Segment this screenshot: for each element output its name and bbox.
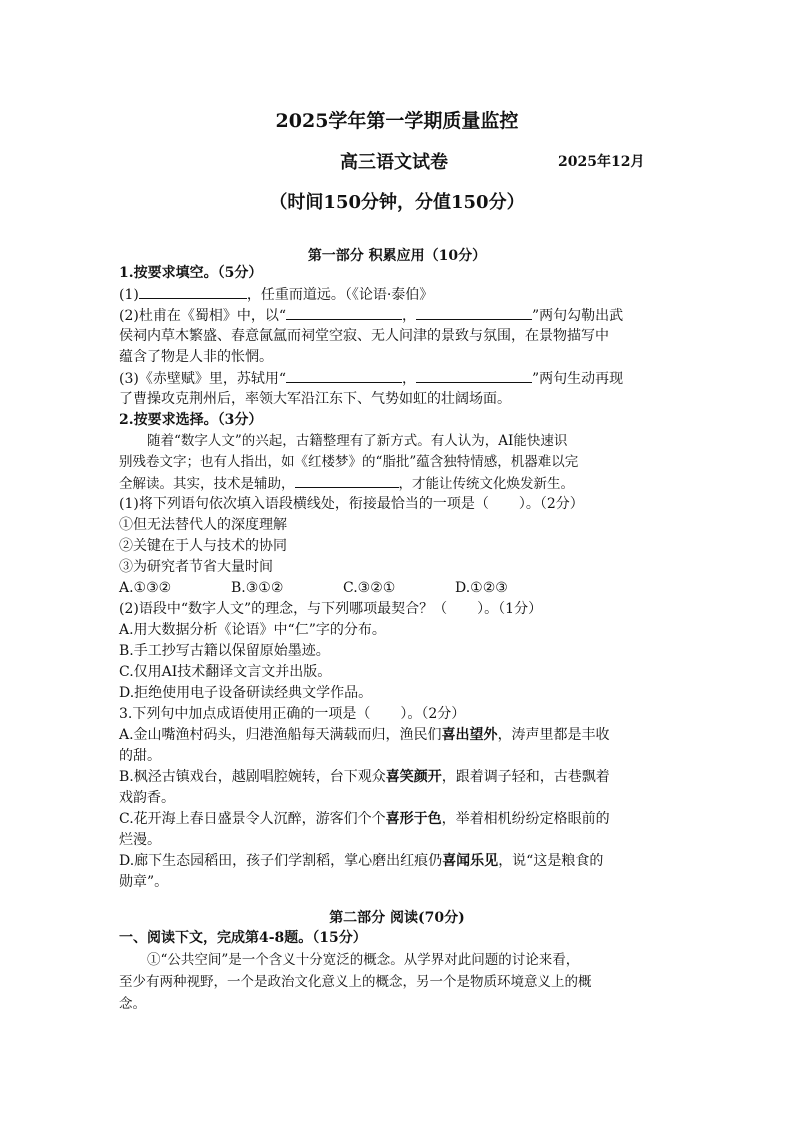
q1-item-1 [119, 284, 433, 305]
q3-prefix: 3.下列句中加点成语使用正确的一项是（ [119, 706, 371, 722]
q3-option-b-text: ，跟着调子轻和，古巷飘着 [441, 769, 610, 785]
q1-item-2 [119, 305, 623, 326]
q2-sub1-option-b[interactable]: B.③①② [231, 580, 284, 596]
fill-blank[interactable] [286, 305, 402, 320]
q2-sub1-question [119, 494, 584, 514]
q3-option-c[interactable] [119, 809, 610, 829]
q3-option-d-text: ，说“这是粮食的 [498, 853, 604, 869]
q1-item-2-line2: 侯祠内草木繁盛、春意氤氲而祠堂空寂、无人问津的景致与氛围，在景物描写中 [119, 328, 609, 344]
part1-heading: 第一部分 积累应用（10分） [307, 248, 487, 264]
q3-option-a[interactable] [119, 725, 610, 745]
q3-suffix: ）。（2分） [400, 706, 466, 722]
q1-heading: 1.按要求填空。（5分） [119, 265, 263, 281]
part2-heading: 第二部分 阅读(70分) [329, 910, 465, 926]
q3-option-d-text: D.廊下生态园稻田，孩子们学割稻，掌心磨出红痕仍 [119, 853, 443, 869]
q1-item-2-comma: ， [402, 308, 416, 324]
q2-sub2-option-b[interactable]: B.手工抄写古籍以保留原始墨迹。 [119, 643, 330, 659]
q3-question [119, 704, 465, 724]
exam-time-info: （时间150分钟，分值150分） [269, 192, 525, 213]
q2-sub2-prefix: (2)语段中“数字人文”的理念，与下列哪项最契合？（ [119, 601, 448, 617]
q3-option-c-idiom: 喜形于色 [385, 811, 442, 827]
q1-item-2-prefix: (2)杜甫在《蜀相》中，以“ [119, 308, 286, 324]
q2-passage-line3-prefix: 全解读。其实，技术是辅助， [119, 476, 295, 492]
q3-option-d[interactable] [119, 851, 603, 871]
reading-para-line1: ①“公共空间”是一个含义十分宽泛的概念。从学界对此问题的讨论来看， [147, 952, 580, 968]
q2-passage-line2: 别残卷文字；也有人指出，如《红楼梦》的“脂批”蕴含独特情感，机器难以完 [119, 454, 579, 470]
q2-passage-line1: 随着“数字人文”的兴起，古籍整理有了新方式。有人认为，AI能快速识 [147, 433, 568, 449]
fill-blank[interactable] [295, 473, 399, 488]
q3-option-d-line2: 勋章”。 [119, 874, 169, 890]
q3-option-a-text: ，涛声里都是丰收 [497, 727, 610, 743]
q3-option-a-text: A.金山嘴渔村码头，归港渔船每天满载而归，渔民们 [119, 727, 442, 743]
q3-option-a-line2: 的甜。 [119, 748, 161, 764]
q2-sub2-suffix: ）。（1分） [477, 601, 543, 617]
q3-option-b-text: B.枫泾古镇戏台，越剧唱腔婉转，台下观众 [119, 769, 386, 785]
q1-item-2-suffix: ”两句勾勒出武 [532, 308, 624, 324]
q3-option-d-idiom: 喜闻乐见 [442, 853, 499, 869]
q1-item-3-comma: ， [402, 371, 416, 387]
exam-date: 2025年12月 [558, 154, 645, 170]
q2-sub1-option-a[interactable]: A.①③② [119, 580, 172, 596]
q2-sub1-option-d[interactable]: D.①②③ [455, 580, 508, 596]
q3-option-a-idiom: 喜出望外 [441, 727, 498, 743]
q2-sub1-item: ③为研究者节省大量时间 [119, 559, 273, 575]
q2-sub1-item: ①但无法替代人的深度理解 [119, 517, 287, 533]
q2-passage-line3 [119, 473, 574, 494]
q2-sub1-prefix: (1)将下列语句依次填入语段横线处，衔接最恰当的一项是（ [119, 496, 489, 512]
fill-blank[interactable] [416, 305, 532, 320]
q2-heading: 2.按要求选择。（3分） [119, 412, 263, 428]
fill-blank[interactable] [286, 368, 402, 383]
q2-sub2-question [119, 599, 542, 619]
q3-option-b[interactable] [119, 767, 610, 787]
q1-item-1-suffix: ，任重而道远。（《论语·泰伯》 [246, 287, 434, 303]
q1-item-3-suffix: ”两句生动再现 [532, 371, 624, 387]
q1-item-3-prefix: (3)《赤壁赋》里，苏轼用“ [119, 371, 286, 387]
exam-title: 2025学年第一学期质量监控 [275, 110, 519, 132]
reading-para-line3: 念。 [119, 996, 146, 1012]
fill-blank[interactable] [139, 284, 247, 299]
q2-sub2-option-a[interactable]: A.用大数据分析《论语》中“仁”字的分布。 [119, 622, 386, 638]
q3-option-c-line2: 烂漫。 [119, 832, 161, 848]
q2-sub1-suffix: ）。（2分） [518, 496, 584, 512]
exam-subtitle: 高三语文试卷 [340, 152, 448, 173]
q3-option-c-text: C.花开海上春日盛景令人沉醉，游客们个个 [119, 811, 386, 827]
q2-passage-line3-suffix: ，才能让传统文化焕发新生。 [398, 476, 574, 492]
q2-sub2-option-c[interactable]: C.仅用AI技术翻译文言文并出版。 [119, 664, 332, 680]
q1-item-1-prefix: (1) [119, 287, 139, 303]
q2-sub1-item: ②关键在于人与技术的协同 [119, 538, 287, 554]
section1-heading: 一、阅读下文，完成第4-8题。（15分） [119, 930, 367, 946]
q2-sub2-option-d[interactable]: D.拒绝使用电子设备研读经典文学作品。 [119, 685, 373, 701]
q1-item-2-line3: 蕴含了物是人非的怅惘。 [119, 349, 273, 365]
q2-sub1-option-c[interactable]: C.③②① [343, 580, 396, 596]
q1-item-3 [119, 368, 623, 389]
q3-option-b-line2: 戏韵香。 [119, 790, 175, 806]
fill-blank[interactable] [416, 368, 532, 383]
q1-item-3-line2: 了曹操攻克荆州后，率领大军沿江东下、气势如虹的壮阔场面。 [119, 391, 511, 407]
q3-option-c-text: ，举着相机纷纷定格眼前的 [441, 811, 610, 827]
reading-para-line2: 至少有两种视野，一个是政治文化意义上的概念，另一个是物质环境意义上的概 [119, 974, 592, 990]
q3-option-b-idiom: 喜笑颜开 [385, 769, 442, 785]
